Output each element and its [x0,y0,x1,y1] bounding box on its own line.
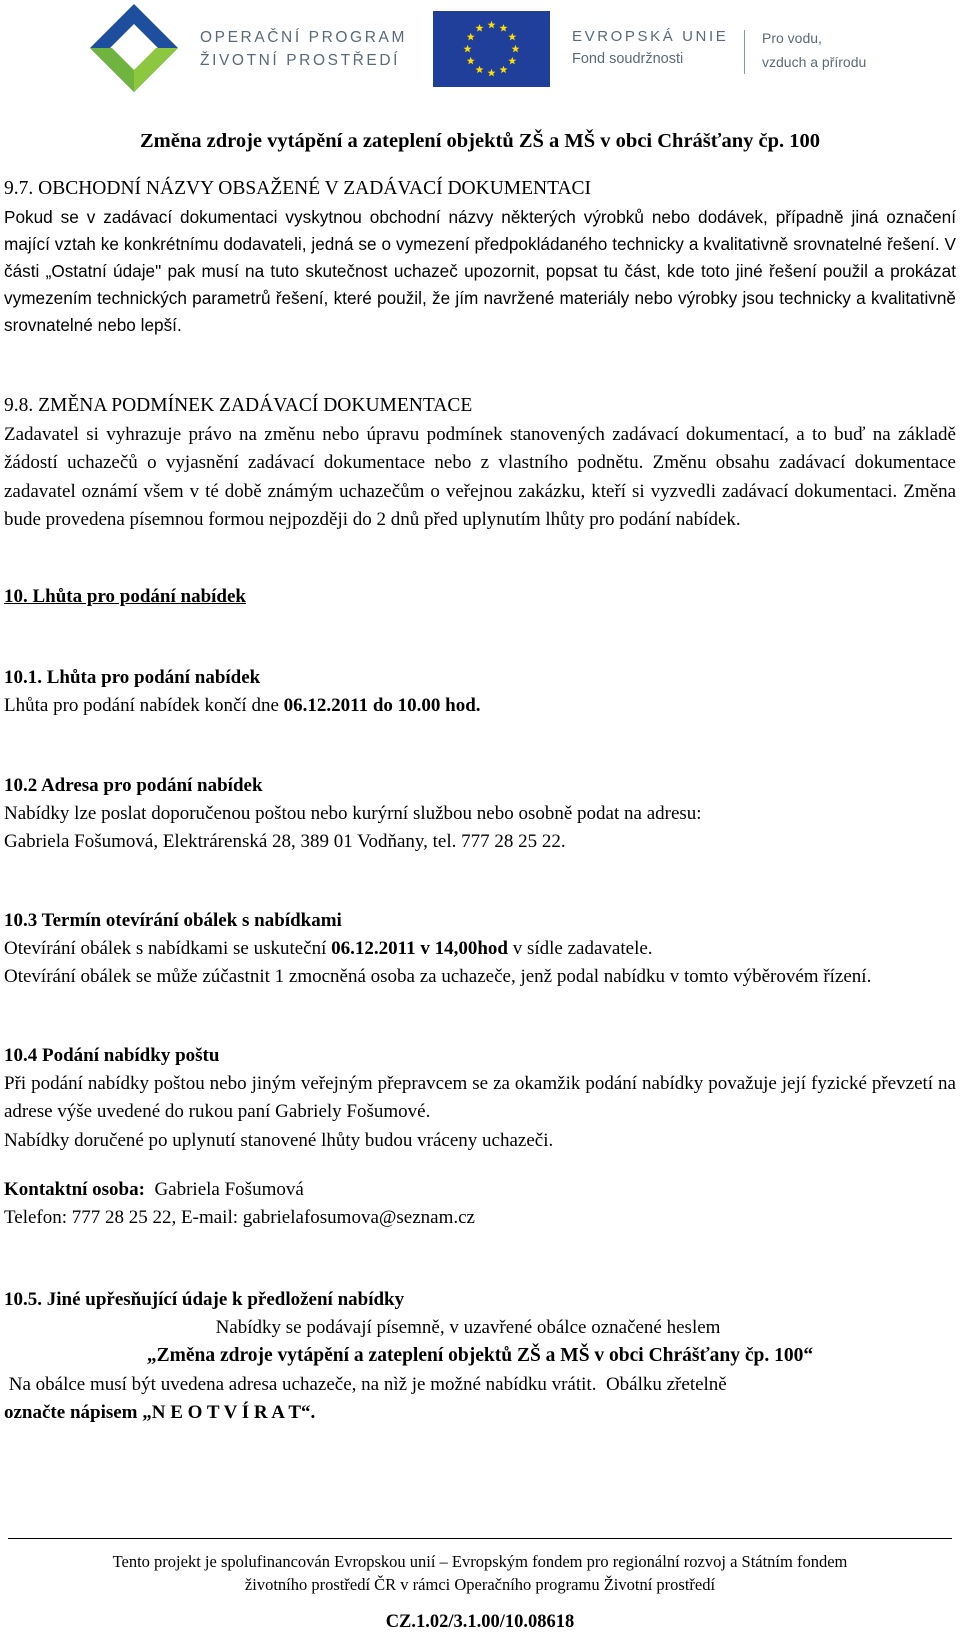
opening-prefix: Otevírání obálek s nabídkami se uskuteční [4,938,332,960]
section-10 [4,583,956,611]
envelope-intro: Nabídky se podávají písemně, v uzavřené obálce označené heslem [215,1317,721,1339]
slogan-line1: Pro vodu, [762,30,822,46]
logo-divider [744,30,745,74]
deadline-prefix: Lhůta pro podání nabídek končí dne [4,695,284,717]
op-line1: OPERAČNÍ PROGRAM [200,29,407,46]
section-9-8-body: Zadavatel si vyhrazuje právo na změnu nebo úpravu podmínek stanovených zadávací dokumentací, a to buď na základě žádostí uchazečů o vyjasnění zadávací dokumentace nebo z vlastního podnětu. Změnu obsahu zadávací dokumentace zadavatel oznámí všem v té době známým uchazečům o veřejnou zakázku, kteří si vyzvedli zadávací dokumentaci. Změna bude provedena písemnou formou nejpozději do 2 dnů před uplynutím lhůty pro podání nabídek. [4,424,956,530]
eu-slogan [762,26,866,74]
contact-phone-email: Telefon: 777 28 25 22, E-mail: gabrielafosumova@seznam.cz [4,1207,475,1229]
footer-divider [8,1538,952,1539]
deadline-value: 06.12.2011 do 10.00 hod. [283,695,481,717]
section-10-1-heading: 10.1. Lhůta pro podání nabídek [4,667,261,688]
project-code: CZ.1.02/3.1.00/10.08618 [385,1612,575,1632]
contact-person-line [4,1176,956,1204]
contact-block [4,1176,956,1232]
opening-datetime: 06.12.2011 v 14,00hod [331,938,508,960]
section-10-4-body: Při podání nabídky poštou nebo jiným veřejným přepravcem se za okamžik podání nabídky považuje její fyzické převzetí na adrese výše uvedené do rukou paní Gabriely Fošumové. [4,1073,956,1123]
document-title: Změna zdroje vytápění a zateplení objektů ZŠ a MŠ v obci Chrášťany čp. 100 [140,130,820,152]
section-10-3-heading: 10.3 Termín otevírání obálek s nabídkami [4,910,342,931]
opening-suffix: v sídle zadavatele. [507,938,653,960]
section-10-2 [4,772,956,857]
section-10-5-heading: 10.5. Jiné upřesňující údaje k předložení nabídky [4,1289,405,1310]
section-10-4-heading: 10.4 Podání nabídky poštu [4,1045,220,1066]
op-program-name [200,26,407,72]
opzp-logo-icon [88,2,180,94]
eu-line2: Fond soudržnosti [572,51,684,67]
footer-line1: Tento projekt je spolufinancován Evropskou unií – Evropským fondem pro regionální rozvoj a Státním fondem [112,1552,848,1571]
section-10-heading: 10. Lhůta pro podání nabídek [4,586,246,607]
address-line: Gabriela Fošumová, Elektrárenská 28, 389 01 Vodňany, tel. 777 28 25 22. [4,831,566,853]
section-9-7-body: Pokud se v zadávací dokumentaci vyskytnou obchodní názvy některých výrobků nebo dodávek, případně jiná označení mající vztah ke konkrétnímu dodavateli, jedná se o vymezení předpokládaného technicky a kvalitativně srovnatelné řešení. V části „Ostatní údaje" pak musí na tuto skutečnost uchazeč upozornit, popsat tu část, kde toto jiné řešení použil a prokázat vymezením technických parametrů řešení, které použil, že jím navržené materiály nebo výrobky jsou technicky a kvalitativně srovnatelné nebo lepší. [4,207,956,336]
contact-name: Gabriela Fošumová [144,1179,304,1200]
envelope-password: „Změna zdroje vytápění a zateplení objektů ZŠ a MŠ v obci Chrášťany čp. 100“ [146,1345,814,1367]
footer-line2: životního prostředí ČR v rámci Operačního programu Životní prostředí [244,1575,716,1594]
eu-line1: EVROPSKÁ UNIE [572,28,729,45]
slogan-line2: vzduch a přírodu [762,54,867,70]
section-10-3 [4,907,956,992]
section-9-7-heading: 9.7. OBCHODNÍ NÁZVY OBSAŽENÉ V ZADÁVACÍ DOKUMENTACI [4,178,592,199]
section-10-4 [4,1042,956,1155]
contact-label: Kontaktní osoba: [4,1179,145,1200]
op-line2: ŽIVOTNÍ PROSTŘEDÍ [200,52,401,69]
address-intro: Nabídky lze poslat doporučenou poštou nebo kurýrní službou nebo osobně podat na adresu: [4,803,702,825]
section-9-8-heading: 9.8. ZMĚNA PODMÍNEK ZADÁVACÍ DOKUMENTACE [4,395,473,416]
section-10-1 [4,664,956,720]
logo-bar [0,0,960,100]
opening-attendance: Otevírání obálek se může zúčastnit 1 zmocněná osoba za uchazeče, jenž podal nabídku v tomto výběrovém řízení. [4,966,872,988]
section-9-8 [4,392,956,534]
section-10-5 [4,1286,956,1427]
section-9-7 [4,175,956,339]
envelope-mark-instruction: označte nápisem „N E O T V Í R A T“. [4,1401,316,1423]
footer-text [0,1550,960,1596]
deadline-line [4,692,956,720]
section-10-4-body2: Nabídky doručené po uplynutí stanovené lhůty budou vráceny uchazeči. [4,1129,554,1151]
eu-flag-icon [433,11,550,87]
opening-line [4,935,956,963]
envelope-address-note: Na obálce musí být uvedena adresa uchazeče, na nìž je možné nabídku vrátit. Obálku zřetelně [4,1373,727,1395]
section-10-2-heading: 10.2 Adresa pro podání nabídek [4,775,263,796]
eu-name [572,26,728,70]
